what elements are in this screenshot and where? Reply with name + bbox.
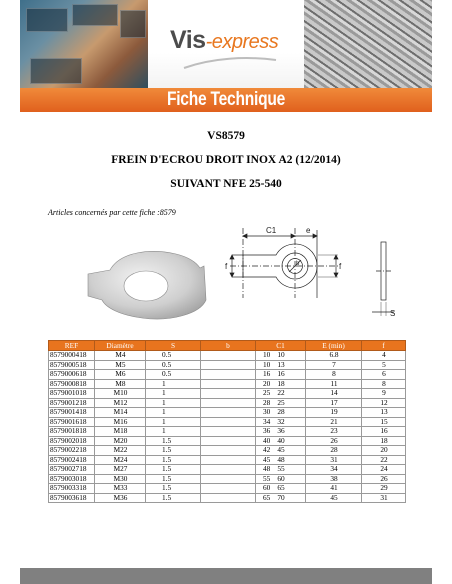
table-cell: 16 — [362, 427, 406, 437]
table-cell: 8 — [362, 379, 406, 389]
table-cell: 25 — [201, 389, 256, 399]
label-s: S — [390, 309, 396, 318]
washer-side-view — [372, 242, 394, 316]
table-cell: 8579003618 — [49, 493, 95, 503]
table-row — [49, 474, 406, 484]
table-cell: 55 — [201, 474, 256, 484]
table-cell: 1.5 — [146, 436, 201, 446]
column-header: f — [362, 341, 406, 351]
table-cell: 20 — [362, 446, 406, 456]
table-cell: M18 — [95, 427, 146, 437]
table-row — [49, 351, 406, 361]
table-cell: M5 — [95, 360, 146, 370]
table-cell: 10 — [201, 360, 256, 370]
table-cell: M8 — [95, 379, 146, 389]
table-cell: M36 — [95, 493, 146, 503]
table-cell: 31 — [362, 493, 406, 503]
table-cell: 16 — [201, 370, 256, 380]
table-cell: M24 — [95, 455, 146, 465]
table-row — [49, 379, 406, 389]
table-cell: 36 — [201, 427, 256, 437]
table-row — [49, 484, 406, 494]
table-cell: 28 — [256, 408, 306, 418]
table-cell: 26 — [306, 436, 362, 446]
table-cell: 8579000418 — [49, 351, 95, 361]
label-e: e — [306, 226, 311, 235]
table-row — [49, 360, 406, 370]
table-cell: 36 — [256, 427, 306, 437]
table-cell: 60 — [256, 474, 306, 484]
table-cell: 19 — [306, 408, 362, 418]
table-cell: 45 — [201, 455, 256, 465]
table-cell: 22 — [256, 389, 306, 399]
table-cell: 48 — [201, 465, 256, 475]
table-cell: 8579002018 — [49, 436, 95, 446]
table-cell: 10 — [201, 351, 256, 361]
table-cell: 0.5 — [146, 370, 201, 380]
table-cell: 65 — [201, 493, 256, 503]
table-cell: 8579001018 — [49, 389, 95, 399]
table-cell: 8579002218 — [49, 446, 95, 456]
label-f-left: f — [225, 262, 228, 271]
header-banner — [20, 0, 432, 112]
table-header-row — [49, 341, 406, 351]
column-header: REF — [49, 341, 95, 351]
table-cell: 13 — [256, 360, 306, 370]
table-row — [49, 370, 406, 380]
table-cell: 17 — [306, 398, 362, 408]
table-cell: 45 — [306, 493, 362, 503]
table-cell: 8579003018 — [49, 474, 95, 484]
table-cell: 32 — [256, 417, 306, 427]
column-header: b — [201, 341, 256, 351]
product-norm: SUIVANT NFE 25-540 — [170, 178, 282, 190]
table-row — [49, 398, 406, 408]
table-cell: 8579001618 — [49, 417, 95, 427]
table-cell: 1 — [146, 389, 201, 399]
brand-logo — [170, 26, 278, 55]
table-cell: 6 — [362, 370, 406, 380]
banner-title: Fiche Technique — [166, 89, 286, 110]
table-row — [49, 408, 406, 418]
table-cell: 34 — [201, 417, 256, 427]
table-cell: 8579000818 — [49, 379, 95, 389]
table-cell: 22 — [362, 455, 406, 465]
table-row — [49, 493, 406, 503]
table-cell: 12 — [362, 398, 406, 408]
table-cell: M12 — [95, 398, 146, 408]
hands-tools-photo — [20, 0, 148, 88]
table-cell: 25 — [256, 398, 306, 408]
table-cell: 30 — [201, 408, 256, 418]
table-cell: 21 — [306, 417, 362, 427]
table-row — [49, 455, 406, 465]
dimensions-table — [48, 340, 406, 503]
technical-drawing — [80, 222, 410, 332]
table-cell: 14 — [306, 389, 362, 399]
column-header: E (min) — [306, 341, 362, 351]
table-row — [49, 465, 406, 475]
table-cell: 40 — [201, 436, 256, 446]
table-cell: 34 — [306, 465, 362, 475]
table-row — [49, 436, 406, 446]
column-header: S — [146, 341, 201, 351]
table-cell: 1.5 — [146, 474, 201, 484]
footer-bar — [20, 568, 432, 584]
table-cell: 1.5 — [146, 484, 201, 494]
table-cell: 42 — [201, 446, 256, 456]
table-cell: 6.8 — [306, 351, 362, 361]
table-cell: 15 — [362, 417, 406, 427]
table-cell: 8579001418 — [49, 408, 95, 418]
table-cell: 65 — [256, 484, 306, 494]
table-cell: 8579001218 — [49, 398, 95, 408]
product-description: FREIN D'ECROU DROIT INOX A2 (12/2014) — [111, 154, 341, 166]
table-cell: M16 — [95, 417, 146, 427]
table-cell: 16 — [256, 370, 306, 380]
table-cell: 60 — [201, 484, 256, 494]
brand-accent: -express — [205, 31, 279, 53]
table-cell: 70 — [256, 493, 306, 503]
table-cell: M20 — [95, 436, 146, 446]
table-cell: 1.5 — [146, 455, 201, 465]
table-cell: M6 — [95, 370, 146, 380]
table-cell: 45 — [256, 446, 306, 456]
table-cell: 0.5 — [146, 351, 201, 361]
table-cell: 31 — [306, 455, 362, 465]
table-cell: 7 — [306, 360, 362, 370]
table-cell: M22 — [95, 446, 146, 456]
table-cell: 1 — [146, 379, 201, 389]
screws-photo — [304, 0, 432, 88]
table-cell: M30 — [95, 474, 146, 484]
table-body — [49, 351, 406, 503]
table-cell: 18 — [362, 436, 406, 446]
fiche-technique-bar — [20, 88, 432, 112]
table-cell: 1 — [146, 408, 201, 418]
table-cell: 1 — [146, 427, 201, 437]
table-cell: 18 — [256, 379, 306, 389]
table-row — [49, 389, 406, 399]
table-cell: M4 — [95, 351, 146, 361]
articles-note: Articles concernés par cette fiche :8579 — [48, 208, 176, 217]
logo-swoosh-icon — [182, 56, 278, 70]
table-cell: 41 — [306, 484, 362, 494]
table-cell: 1.5 — [146, 493, 201, 503]
table-row — [49, 446, 406, 456]
table-cell: 20 — [201, 379, 256, 389]
table-cell: 26 — [362, 474, 406, 484]
table-cell: 8579001818 — [49, 427, 95, 437]
table-cell: 55 — [256, 465, 306, 475]
table-cell: 28 — [201, 398, 256, 408]
table-cell: 29 — [362, 484, 406, 494]
table-cell: 1.5 — [146, 446, 201, 456]
table-cell: M14 — [95, 408, 146, 418]
logo-area — [148, 0, 304, 88]
washer-front-view — [230, 228, 340, 298]
table-cell: 1 — [146, 398, 201, 408]
table-cell: 10 — [256, 351, 306, 361]
table-cell: 24 — [362, 465, 406, 475]
table-cell: 38 — [306, 474, 362, 484]
label-c1: C1 — [266, 226, 277, 235]
label-f-right: f — [339, 262, 342, 271]
table-cell: 28 — [306, 446, 362, 456]
table-cell: 5 — [362, 360, 406, 370]
table-cell: 9 — [362, 389, 406, 399]
table-cell: 23 — [306, 427, 362, 437]
table-cell: 48 — [256, 455, 306, 465]
column-header: C1 — [256, 341, 306, 351]
table-cell: 8579002418 — [49, 455, 95, 465]
table-cell: 8579000618 — [49, 370, 95, 380]
washer-photo — [88, 251, 206, 319]
label-b: b — [296, 261, 300, 267]
table-cell: 11 — [306, 379, 362, 389]
table-cell: 8579003318 — [49, 484, 95, 494]
table-row — [49, 427, 406, 437]
brand-main: Vis — [170, 26, 206, 54]
table-cell: 1.5 — [146, 465, 201, 475]
table-cell: M27 — [95, 465, 146, 475]
table-cell: 13 — [362, 408, 406, 418]
table-cell: 1 — [146, 417, 201, 427]
table-cell: 8 — [306, 370, 362, 380]
table-row — [49, 417, 406, 427]
table-cell: 40 — [256, 436, 306, 446]
table-cell: 8579000518 — [49, 360, 95, 370]
table-cell: 0.5 — [146, 360, 201, 370]
table-cell: 4 — [362, 351, 406, 361]
column-header: Diamètre — [95, 341, 146, 351]
table-cell: M10 — [95, 389, 146, 399]
table-cell: 8579002718 — [49, 465, 95, 475]
product-reference: VS8579 — [207, 130, 245, 142]
table-cell: M33 — [95, 484, 146, 494]
